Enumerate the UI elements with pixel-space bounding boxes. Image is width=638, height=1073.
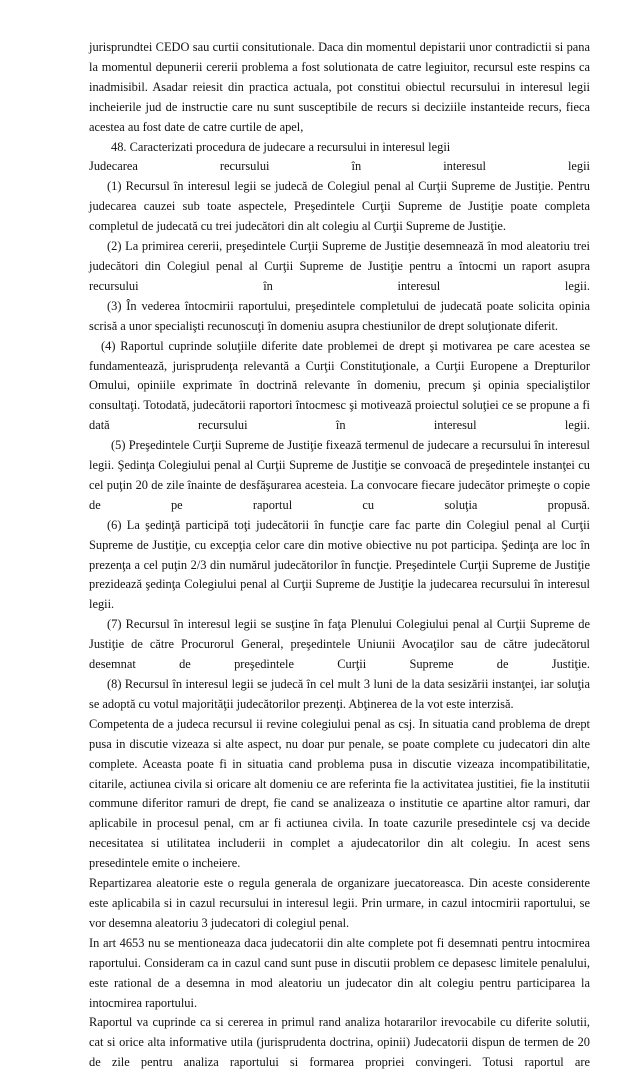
article-paragraph-6: (6) La şedinţă participă toţi judecătorii în funcţie care fac parte din Colegiul penal al Curţii Supreme de Justiţie, cu excepţia celor care din motive obiective nu pot participa. Şedinţa are loc în prezenţa a cel puţin 2/3 din numărul judecătorilor în funcţie. Preşedintele Curţii Supreme de Justiţie prezidează şedinţa Colegiului penal al Curţii Supreme de Justiţie la judecarea recursului în interesul legii. <box>89 517 590 612</box>
section-title: Judecarea recursului în interesul legii <box>89 159 590 174</box>
article-paragraph-3: (3) În vederea întocmirii raportului, preşedintele completului de judecată poate solicita opinia scrisă a unor specialişti recunoscuţi în domeniu asupra chestiunilor de drept soluţionate diferit. <box>89 298 590 333</box>
commentary-competence: Competenta de a judeca recursul ii revine colegiului penal as csj. In situatia cand problema de drept pusa in discutie vizeaza si alte aspect, nu doar pur penale, se poate complete cu judecatori din alte complete. Aceasta poate fi in situatia cand problema pusa in discutie vizeaza incompatibilitatie, citarile, actiunea civila si oricare alt domeniu ce are referinta fie la activitatea justitiei, fie la institutii commune diferitor ramuri de drept, fie cand se analizeaza o institutie ce apartine altor ramuri, dar aplicabile in procesul penal, cm ar fi actiunea civila. In toate cazurile presedintele csj va decide necesitatea si utilitatea includerii in complet a ajudecatorilor din alt colegiu. In acest sens presedintele emite o incheiere. <box>89 716 590 871</box>
article-paragraph-8: (8) Recursul în interesul legii se judecă în cel mult 3 luni de la data sesizării instanţei, iar soluţia se adoptă cu votul majorităţii judecătorilor prezenţi. Abţinerea de la vot este interzisă. <box>89 677 590 711</box>
commentary-report: Raportul va cuprinde ca si cererea in primul rand analiza hotararilor irevocabile cu diferite solutii, cat si orice alta informative utila (jurisprudenta doctrina, opinii) Judecatorii dispun de termen de 20 de zile pentru analiza raportului si formarea propriei convingeri. Totusi raportul are <box>89 1015 590 1070</box>
article-paragraph-4: (4) Raportul cuprinde soluţiile diferite date problemei de drept şi motivarea pe care acestea se fundamentează, jurisprudenţa relevantă a Curţii Constituţionale, a Curţii Europene a Drepturilor Omului, opiniile exprimate în doctrină relevante în domeniu, precum şi opinia specialiştilor consultaţi. Totodată, judecătorii raportori întocmesc şi motivează proiectul soluţiei ce se propune a fi dată recursului în interesul legii. <box>89 338 590 433</box>
commentary-article: In art 4653 nu se mentioneaza daca judecatorii din alte complete pot fi desemnati pentru intocmirea raportului. Consideram ca in cazul cand sunt puse in discutii problem ce depasesc limitele penalului, este rational de a desemna in mod aleatoriu un judecator din alt colegiu pentru participarea la intocmirea raportului. <box>89 935 590 1010</box>
article-paragraph-7: (7) Recursul în interesul legii se susţine în faţa Plenului Colegiului penal al Curţii Supreme de Justiţie de către Procurorul General, preşedintele Uniunii Avocaţilor sau de către judecătorul desemnat de preşedintele Curţii Supreme de Justiţie. <box>89 617 590 672</box>
question-heading-48: 48. Caracterizati procedura de judecare a recursului in interesul legii <box>111 139 451 154</box>
commentary-allocation: Repartizarea aleatorie este o regula generala de organizare juecatoreasca. Din aceste considerente este aplicabila si in cazul recursului in interesul legii. Prin urmare, in cazul intocmirii raportului, se vor desemna aleatoriu 3 judecatori di colegiul penal. <box>89 876 590 930</box>
paragraph-intro: jurisprundtei CEDO sau curtii consitutionale. Daca din momentul depistarii unor contradictii si pana la momentul depunerii cererii problema a fost solutionata de catre legiuitor, recursul este respins ca inadmisibil. Asadar reiesit din practica actuala, pot constitui obiectul recursului in interesul legii incheierile jud de instructie care nu sunt susceptibile de recurs si deciziile instanteide recurs, fieca acestea au fost date de catre curtile de apel, <box>89 40 590 134</box>
article-paragraph-1: (1) Recursul în interesul legii se judecă de Colegiul penal al Curţii Supreme de Justiţie. Pentru judecarea cauzei sub toate aspectele, Preşedintele Curţii Supreme de Justiţie poate completa completul de judecată cu trei judecători din alt colegiu al Curţii Supreme de Justiţie. <box>89 179 590 234</box>
article-paragraph-5: (5) Preşedintele Curţii Supreme de Justiţie fixează termenul de judecare a recursului în interesul legii. Şedinţa Colegiului penal al Curţii Supreme de Justiţie se convoacă de preşedintele instanţei cu cel puţin 20 de zile înainte de desfăşurarea acesteia. La convocare fiecare judecător primeşte o copie de pe raportul cu soluţia propusă. <box>89 438 590 512</box>
article-paragraph-2: (2) La primirea cererii, preşedintele Curţii Supreme de Justiţie desemnează în mod aleatoriu trei judecători din Colegiul penal al Curţii Supreme de Justiţie pentru a întocmi un raport asupra recursului în interesul legii. <box>89 239 590 293</box>
